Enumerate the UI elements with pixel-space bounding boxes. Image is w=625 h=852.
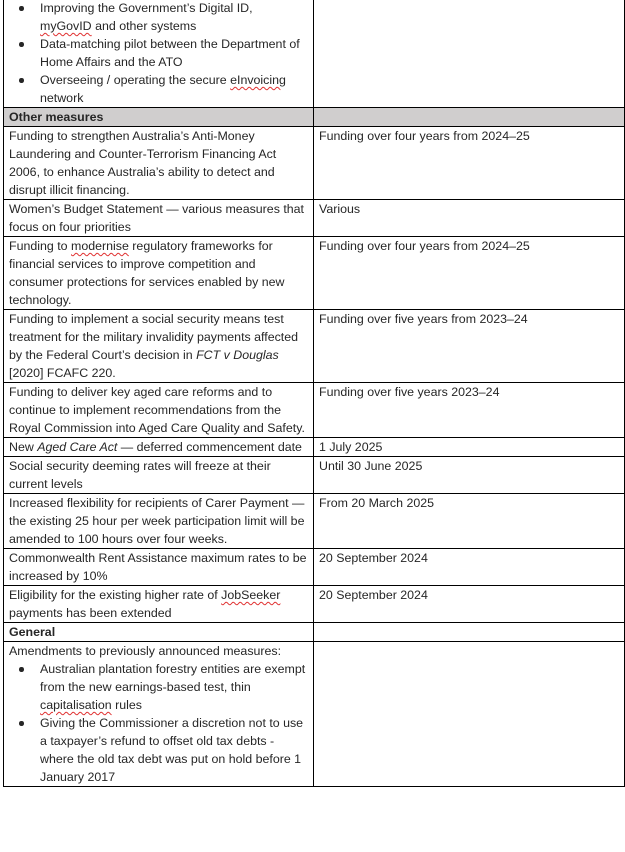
timing-cell: From 20 March 2025 bbox=[314, 494, 625, 549]
table-row bbox=[4, 586, 625, 623]
budget-measures-table bbox=[3, 0, 625, 787]
section-empty-cell bbox=[314, 108, 625, 127]
table-row bbox=[4, 237, 625, 310]
section-label: General bbox=[4, 623, 314, 642]
table-row bbox=[4, 127, 625, 200]
table-row bbox=[4, 642, 625, 787]
case-name: FCT v Douglas bbox=[196, 348, 279, 362]
spelling-flagged-word[interactable]: eInvoicing bbox=[230, 73, 286, 87]
table-row bbox=[4, 200, 625, 237]
measure-cell bbox=[4, 642, 314, 787]
list-item: Data-matching pilot between the Department of Home Affairs and the ATO bbox=[40, 35, 307, 71]
table-row bbox=[4, 0, 625, 108]
spelling-flagged-word[interactable]: modernise bbox=[71, 239, 129, 253]
timing-cell: Until 30 June 2025 bbox=[314, 457, 625, 494]
measure-cell: Funding to modernise regulatory frameworks for financial services to improve competition and consumer protections for services enabled by new technology. bbox=[4, 237, 314, 310]
table-row bbox=[4, 310, 625, 383]
bullet-list bbox=[9, 660, 307, 786]
table-row bbox=[4, 438, 625, 457]
measure-cell: Women’s Budget Statement — various measures that focus on four priorities bbox=[4, 200, 314, 237]
table-row bbox=[4, 457, 625, 494]
list-item: Improving the Government’s Digital ID, myGovID and other systems bbox=[40, 0, 307, 35]
table-row bbox=[4, 494, 625, 549]
timing-cell: Funding over five years from 2023–24 bbox=[314, 310, 625, 383]
measure-cell: New Aged Care Act — deferred commencement date bbox=[4, 438, 314, 457]
bullet-list bbox=[9, 0, 307, 107]
table-row bbox=[4, 549, 625, 586]
timing-cell: Funding over four years from 2024–25 bbox=[314, 127, 625, 200]
timing-cell: Funding over five years 2023–24 bbox=[314, 383, 625, 438]
timing-cell: 20 September 2024 bbox=[314, 586, 625, 623]
measure-cell: Funding to strengthen Australia’s Anti-Money Laundering and Counter-Terrorism Financing Act 2006, to enhance Australia’s ability to detect and disrupt illicit financing. bbox=[4, 127, 314, 200]
timing-cell: Various bbox=[314, 200, 625, 237]
section-header-general bbox=[4, 623, 625, 642]
timing-cell bbox=[314, 642, 625, 787]
spelling-flagged-word[interactable]: JobSeeker bbox=[221, 588, 281, 602]
list-item: Australian plantation forestry entities are exempt from the new earnings-based test, thin capitalisation rules bbox=[40, 662, 306, 712]
spelling-flagged-word[interactable]: myGovID bbox=[40, 19, 92, 33]
spelling-flagged-word[interactable]: capitalisation bbox=[40, 698, 112, 712]
timing-cell: 20 September 2024 bbox=[314, 549, 625, 586]
measure-cell: Increased flexibility for recipients of Carer Payment —the existing 25 hour per week participation limit will be amended to 100 hours over four weeks. bbox=[4, 494, 314, 549]
measure-cell: Commonwealth Rent Assistance maximum rates to be increased by 10% bbox=[4, 549, 314, 586]
measure-cell bbox=[4, 0, 314, 108]
section-header-other-measures bbox=[4, 108, 625, 127]
table-row bbox=[4, 383, 625, 438]
list-item: Overseeing / operating the secure eInvoicing network bbox=[40, 71, 307, 107]
measure-cell: Eligibility for the existing higher rate of JobSeeker payments has been extended bbox=[4, 586, 314, 623]
timing-cell: 1 July 2025 bbox=[314, 438, 625, 457]
timing-cell bbox=[314, 0, 625, 108]
measure-cell: Funding to deliver key aged care reforms and to continue to implement recommendations from the Royal Commission into Aged Care Quality and Safety. bbox=[4, 383, 314, 438]
measure-cell: Social security deeming rates will freeze at their current levels bbox=[4, 457, 314, 494]
intro-text: Amendments to previously announced measures: bbox=[9, 644, 282, 658]
section-empty-cell bbox=[314, 623, 625, 642]
section-label: Other measures bbox=[4, 108, 314, 127]
measure-cell: Funding to implement a social security means test treatment for the military invalidity payments affected by the Federal Court’s decision in FCT v Douglas [2020] FCAFC 220. bbox=[4, 310, 314, 383]
list-item: Giving the Commissioner a discretion not to use a taxpayer’s refund to offset old tax debts - where the old tax debt was put on hold before 1 January 2017 bbox=[40, 714, 307, 786]
act-name: Aged Care Act bbox=[37, 440, 118, 454]
timing-cell: Funding over four years from 2024–25 bbox=[314, 237, 625, 310]
